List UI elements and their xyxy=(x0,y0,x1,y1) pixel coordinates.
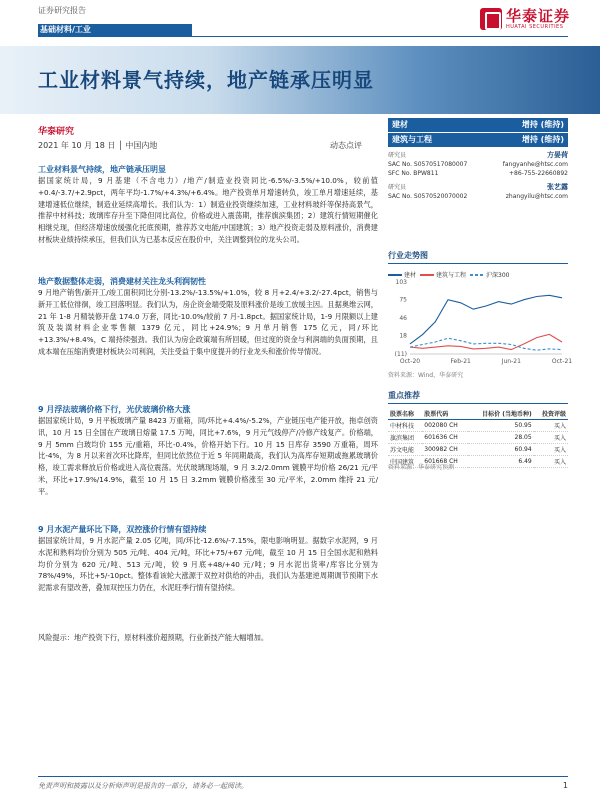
research-label: 华泰研究 xyxy=(38,127,75,137)
analyst-phone: +86-755-22660892 xyxy=(509,170,568,177)
footer-divider xyxy=(38,776,568,777)
analyst-email[interactable]: fangyanhe@htsc.com xyxy=(502,161,568,168)
analyst-name: 张艺露 xyxy=(547,183,568,191)
analyst-block xyxy=(388,151,568,201)
rating: 买入 xyxy=(534,456,568,468)
paragraph-heading: 9 月水泥产量环比下降，双控涨价行情有望持续 xyxy=(38,525,207,534)
column-header: 股票名称 xyxy=(388,408,422,420)
rating: 买入 xyxy=(534,432,568,444)
header-divider xyxy=(38,36,568,37)
legend-label: 建筑与工程 xyxy=(436,272,467,279)
paragraph-heading: 9 月浮法玻璃价格下行，光伏玻璃价格大涨 xyxy=(38,405,191,414)
recommended-stocks-table xyxy=(388,408,568,468)
stock-code: 300982 CH xyxy=(422,444,468,456)
paragraph-block xyxy=(38,404,378,498)
analyst-role: 研究员 xyxy=(388,152,407,159)
column-header: 目标价 (当地币种) xyxy=(468,408,534,420)
rating-panel xyxy=(388,118,568,201)
page-number: 1 xyxy=(562,781,568,790)
stock-name: 中材科技 xyxy=(388,420,422,432)
x-tick-label: Feb-21 xyxy=(450,358,471,365)
logo-icon xyxy=(480,8,502,30)
table-source: 资料来源：华泰研究预测 xyxy=(388,464,455,471)
rating-value: 增持 (维持) xyxy=(521,120,564,129)
paragraph-body: 据国家统计局，9 月水泥产量 2.05 亿吨，同/环比-12.6%/-7.15%，限电影响明显。据数字水泥网，9 月水泥和熟料均价分别为 505 元/吨、404 元/吨，环比+75/+67 元/吨，截至 10 月 15 日全国水泥和熟料均价分别为 620 元/吨、513 元/吨，较 9 月底+48/+40 元/吨；9 月水泥出货率/库容比分别为 78%/49%，环比+5/-10pct。整体看该轮大涨源于双控对供给的冲击，我们认为基建逆周期调节预期下水泥需求有望改善，叠加双控压力仍在，水泥旺季行情有望持续。 xyxy=(38,536,378,593)
rating: 买入 xyxy=(534,444,568,456)
legend-swatch xyxy=(420,274,434,276)
rating-sector: 建材 xyxy=(392,120,408,129)
stock-code: 601668 CH xyxy=(422,456,468,468)
column-header: 股票代码 xyxy=(422,408,468,420)
series-line xyxy=(410,334,562,349)
legend-label: 建材 xyxy=(404,272,417,279)
risk-text: 风险提示：地产投资下行，原材料涨价超预期，行业新技产能大幅增加。 xyxy=(38,633,269,642)
table-header-row xyxy=(388,408,568,420)
trend-section-title: 行业走势图 xyxy=(388,250,568,264)
stock-name: 中国建筑 xyxy=(388,456,422,468)
report-title: 工业材料景气持续，地产链承压明显 xyxy=(38,68,374,92)
chart-source: 资料来源：Wind，华泰研究 xyxy=(388,372,464,379)
logo-en-text: HUATAI SECURITIES xyxy=(505,24,564,30)
y-tick-label: 46 xyxy=(399,315,407,322)
y-tick-label: (11) xyxy=(394,351,407,358)
rating-row xyxy=(388,118,568,132)
target-price: 28.05 xyxy=(468,432,534,444)
legend-label: 沪深300 xyxy=(486,272,510,279)
y-tick-label: 103 xyxy=(395,279,407,286)
table-row xyxy=(388,420,568,432)
company-logo xyxy=(480,8,570,30)
industry-trend-chart xyxy=(388,278,573,368)
paragraph-heading: 地产数据整体走弱，消费建材关注龙头利润韧性 xyxy=(38,277,206,286)
rating: 买入 xyxy=(534,420,568,432)
report-date: 2021 年 10 月 18 日 │ 中国内地 xyxy=(38,141,158,150)
paragraph-body: 据国家统计局，9 月基建（不含电力）/地产/制造业投资同比-6.5%/-3.5%/+10.0%，较前值+0.4/-3.7/+2.9pct，两年平均-1.7%/+4.3%/+6.4%。地产投资单月增速转负，竣工单月增速延续，基建增速低位继续，制造业延续高增长。我们认为：1）制造业投资继续加速，工业材料玻纤等保持高景气，推荐中材科技；玻璃库存升至下降但同比高位，价格或进入震荡期，推荐旗滨集团；2）建筑行情短期催化相继兑现，但经济增速放缓强化托底预期，推荐苏文电能/中国建筑；3）地产投资走弱及原料涨价，消费建材板块业绩持续承压，但我们认为已基本反应在股价中，关注调整到位的龙头公司。 xyxy=(38,176,378,244)
paragraph-block xyxy=(38,276,378,358)
report-category: 动态点评 xyxy=(330,141,362,150)
analyst-sac: SAC No. S0570517080007 xyxy=(388,161,468,168)
table-row xyxy=(388,444,568,456)
analyst-name: 方晏荷 xyxy=(547,151,568,159)
stock-code: 601636 CH xyxy=(422,432,468,444)
sector-label: 基础材料/工业 xyxy=(40,25,91,34)
rating-sector: 建筑与工程 xyxy=(392,135,432,144)
target-price: 60.94 xyxy=(468,444,534,456)
disclaimer-note: 免责声明和披露以及分析师声明是报告的一部分，请务必一起阅读。 xyxy=(38,782,248,790)
target-price: 6.49 xyxy=(468,456,534,468)
table-row xyxy=(388,432,568,444)
column-header: 投资评级 xyxy=(534,408,568,420)
analyst-sfc: SFC No. BPW811 xyxy=(388,170,439,177)
x-tick-label: Oct-20 xyxy=(399,358,421,365)
analyst-role: 研究员 xyxy=(388,184,407,191)
paragraph-body: 9 月地产销售/新开工/竣工面积同比分别-13.2%/-13.5%/+1.0%，较 8 月+2.4/+3.2/-27.4pct，销售与新开工低位徘徊，竣工回落明显。我们认为，房企资金端受限及原料涨价是竣工放缓主因。且据奥维云网，21 年 1-8 月精装修开盘 174.0 万套，同比-10.0%/较前 7 月-1.8pct。据国家统计局，1-9 月限额以上建筑及装潢材料企业零售额 1379 亿元，同比+24.9%；9 月单月销售 175 亿元，同/环比+13.3%/+8.4%，C 端持续强劲。我们认为房企政策端有所回暖，但过度的资金与利润端的负面预期，且成本端在压缩消费建材板块公司利润，关注受益于集中度提升的行业龙头和涨价传导情况。 xyxy=(38,288,378,356)
stock-name: 苏文电能 xyxy=(388,444,422,456)
legend-swatch xyxy=(470,274,484,276)
legend-swatch xyxy=(388,274,402,276)
paragraph-block xyxy=(38,164,378,246)
stocks-section-title: 重点推荐 xyxy=(388,390,568,404)
stock-code: 002080 CH xyxy=(422,420,468,432)
rating-row xyxy=(388,133,568,147)
paragraph-heading: 工业材料景气持续，地产链承压明显 xyxy=(38,165,166,174)
x-tick-label: Oct-21 xyxy=(551,358,573,365)
report-type-label: 证券研究报告 xyxy=(38,6,86,15)
analyst-sac: SAC No. S0570520070002 xyxy=(388,193,468,200)
paragraph-block xyxy=(38,524,378,594)
analyst-email[interactable]: zhangyilu@htsc.com xyxy=(505,193,568,200)
logo-cn-text: 华泰证券 xyxy=(505,7,570,25)
target-price: 50.95 xyxy=(468,420,534,432)
stock-name: 旗滨集团 xyxy=(388,432,422,444)
paragraph-body: 据国家统计局，9 月平板玻璃产量 8423 万重箱，同/环比+4.4%/-5.2%，产业链压电产能开放，拖卓创资讯，10 月 15 日全国在产玻璃日熔量 17.5 万吨，同比+7.6%，9 月元气线停产/冷修产线复产。价格端，9 月 5mm 白玻均价 155 元/重箱，环比-0.4%，价格开始下行。10 月 15 日库存 3590 万重箱，周环比-4%，为 8 月以来首次环比降库，但同比依然位于近 5 年同期最高，我们认为高库存短期或拖累玻璃价格，竣工需求释放后价格或进入高位震荡。光伏玻璃现场端，9 月 3.2/2.0mm 镀膜平均价格 26/21 元/平米，环比+17.9%/14.9%，截至 10 月 15 日 3.2mm 镀膜价格涨至 30 元/平米，2.0mm 维持 21 元/平。 xyxy=(38,416,378,496)
rating-value: 增持 (维持) xyxy=(521,135,564,144)
risk-warning xyxy=(38,632,378,644)
x-tick-label: Jun-21 xyxy=(501,358,521,365)
y-tick-label: 75 xyxy=(399,296,407,304)
y-tick-label: 18 xyxy=(399,332,407,340)
